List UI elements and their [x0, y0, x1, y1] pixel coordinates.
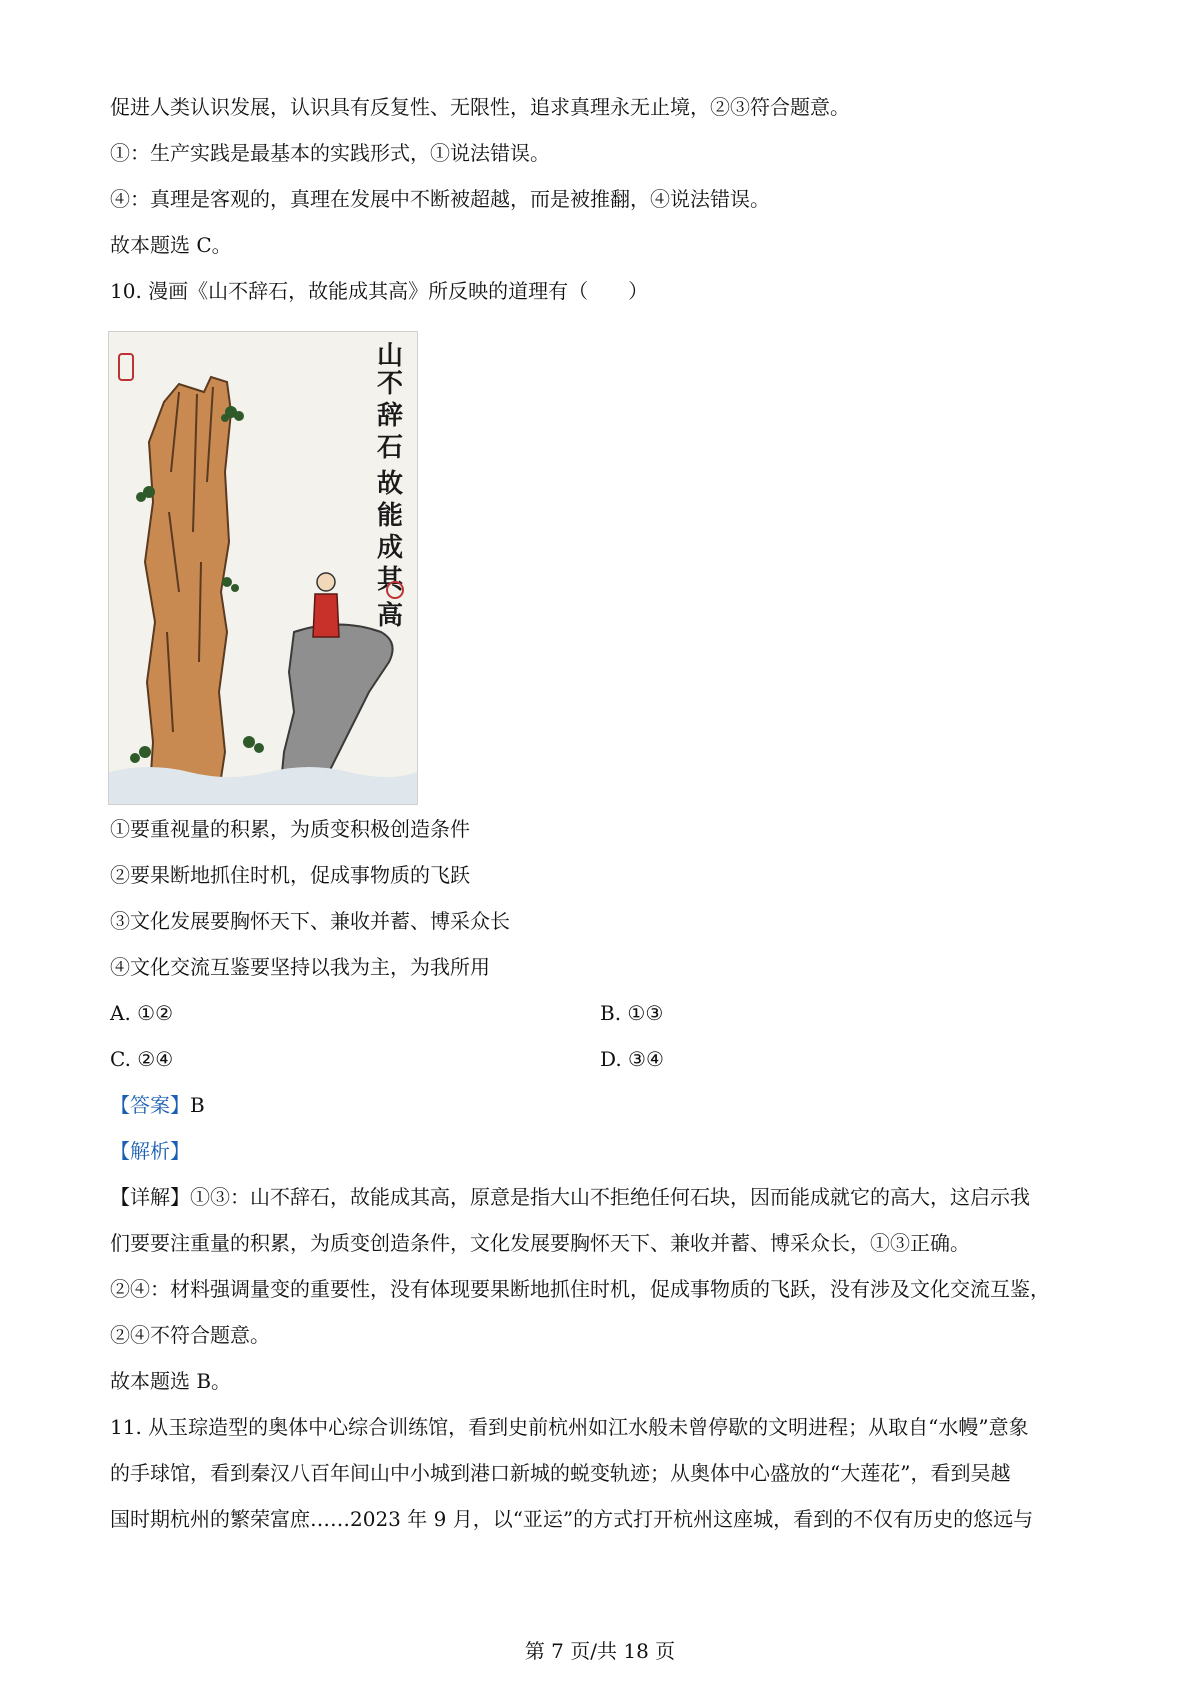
- detail-tag: 【详解】: [110, 1185, 190, 1209]
- analysis-line: ①：生产实践是最基本的实践形式，①说法错误。: [110, 141, 550, 165]
- question-10-stem: 10. 漫画《山不辞石，故能成其高》所反映的道理有（ ）: [110, 279, 649, 303]
- calligraphy-char: 石: [377, 433, 404, 463]
- detail-line: ②④：材料强调量变的重要性，没有体现要果断地抓住时机，促成事物质的飞跃，没有涉及文化交流互鉴，: [110, 1277, 1050, 1301]
- question-11-line: 的手球馆，看到秦汉八百年间山中小城到港口新城的蜕变轨迹；从奥体中心盛放的“大莲花”，看到吴越: [110, 1461, 1011, 1485]
- page-number: 第 7 页/共 18 页: [524, 1639, 676, 1663]
- calligraphy-char: 故: [377, 469, 404, 499]
- option-c: C. ②④: [110, 1047, 174, 1071]
- figure-person: [313, 573, 339, 637]
- answer-value: B: [190, 1093, 205, 1117]
- rock-pillar: [145, 377, 231, 804]
- conclusion-line: 故本题选 C。: [110, 233, 232, 257]
- calligraphy-char: 成: [377, 533, 404, 563]
- detail-line: 们要要注重量的积累，为质变创造条件，文化发展要胸怀天下、兼收并蓄、博采众长，①③正确。: [110, 1231, 970, 1255]
- analysis-line: 促进人类认识发展，认识具有反复性、无限性，追求真理永无止境，②③符合题意。: [110, 95, 850, 119]
- calligraphy-char: 不: [377, 369, 404, 399]
- statement-4: ④文化交流互鉴要坚持以我为主，为我所用: [110, 955, 490, 979]
- analysis-heading: [110, 1137, 1120, 1165]
- analysis-line: ④：真理是客观的，真理在发展中不断被超越，而是被推翻，④说法错误。: [110, 187, 770, 211]
- answer-line: [110, 1091, 1120, 1119]
- calligraphy-char: 高: [377, 601, 404, 631]
- statement-3: ③文化发展要胸怀天下、兼收并蓄、博采众长: [110, 909, 510, 933]
- answer-tag: 【答案】: [110, 1093, 190, 1117]
- conclusion-line: 故本题选 B。: [110, 1369, 232, 1393]
- statement-1: ①要重视量的积累，为质变积极创造条件: [110, 817, 470, 841]
- analysis-tag: 【解析】: [110, 1139, 190, 1163]
- detail-line: ②④不符合题意。: [110, 1323, 270, 1347]
- cartoon-image: [108, 331, 418, 805]
- detail-text: ①③：山不辞石，故能成其高，原意是指大山不拒绝任何石块，因而能成就它的高大，这启示我: [190, 1185, 1030, 1209]
- statement-2: ②要果断地抓住时机，促成事物质的飞跃: [110, 863, 470, 887]
- calligraphy-char: 辞: [377, 401, 404, 431]
- option-b: B. ①③: [600, 1001, 664, 1025]
- option-a: A. ①②: [110, 1001, 174, 1025]
- calligraphy-char: 其: [377, 565, 404, 595]
- question-11-line: 11. 从玉琮造型的奥体中心综合训练馆，看到史前杭州如江水般未曾停歇的文明进程；从取自“水幔”意象: [110, 1415, 1029, 1439]
- question-11-line: 国时期杭州的繁荣富庶……2023 年 9 月，以“亚运”的方式打开杭州这座城，看到的不仅有历史的悠远与: [110, 1507, 1034, 1531]
- option-d: D. ③④: [600, 1047, 664, 1071]
- calligraphy-char: 山: [377, 341, 404, 371]
- calligraphy-char: 能: [377, 501, 404, 531]
- detail-line: [110, 1183, 1120, 1211]
